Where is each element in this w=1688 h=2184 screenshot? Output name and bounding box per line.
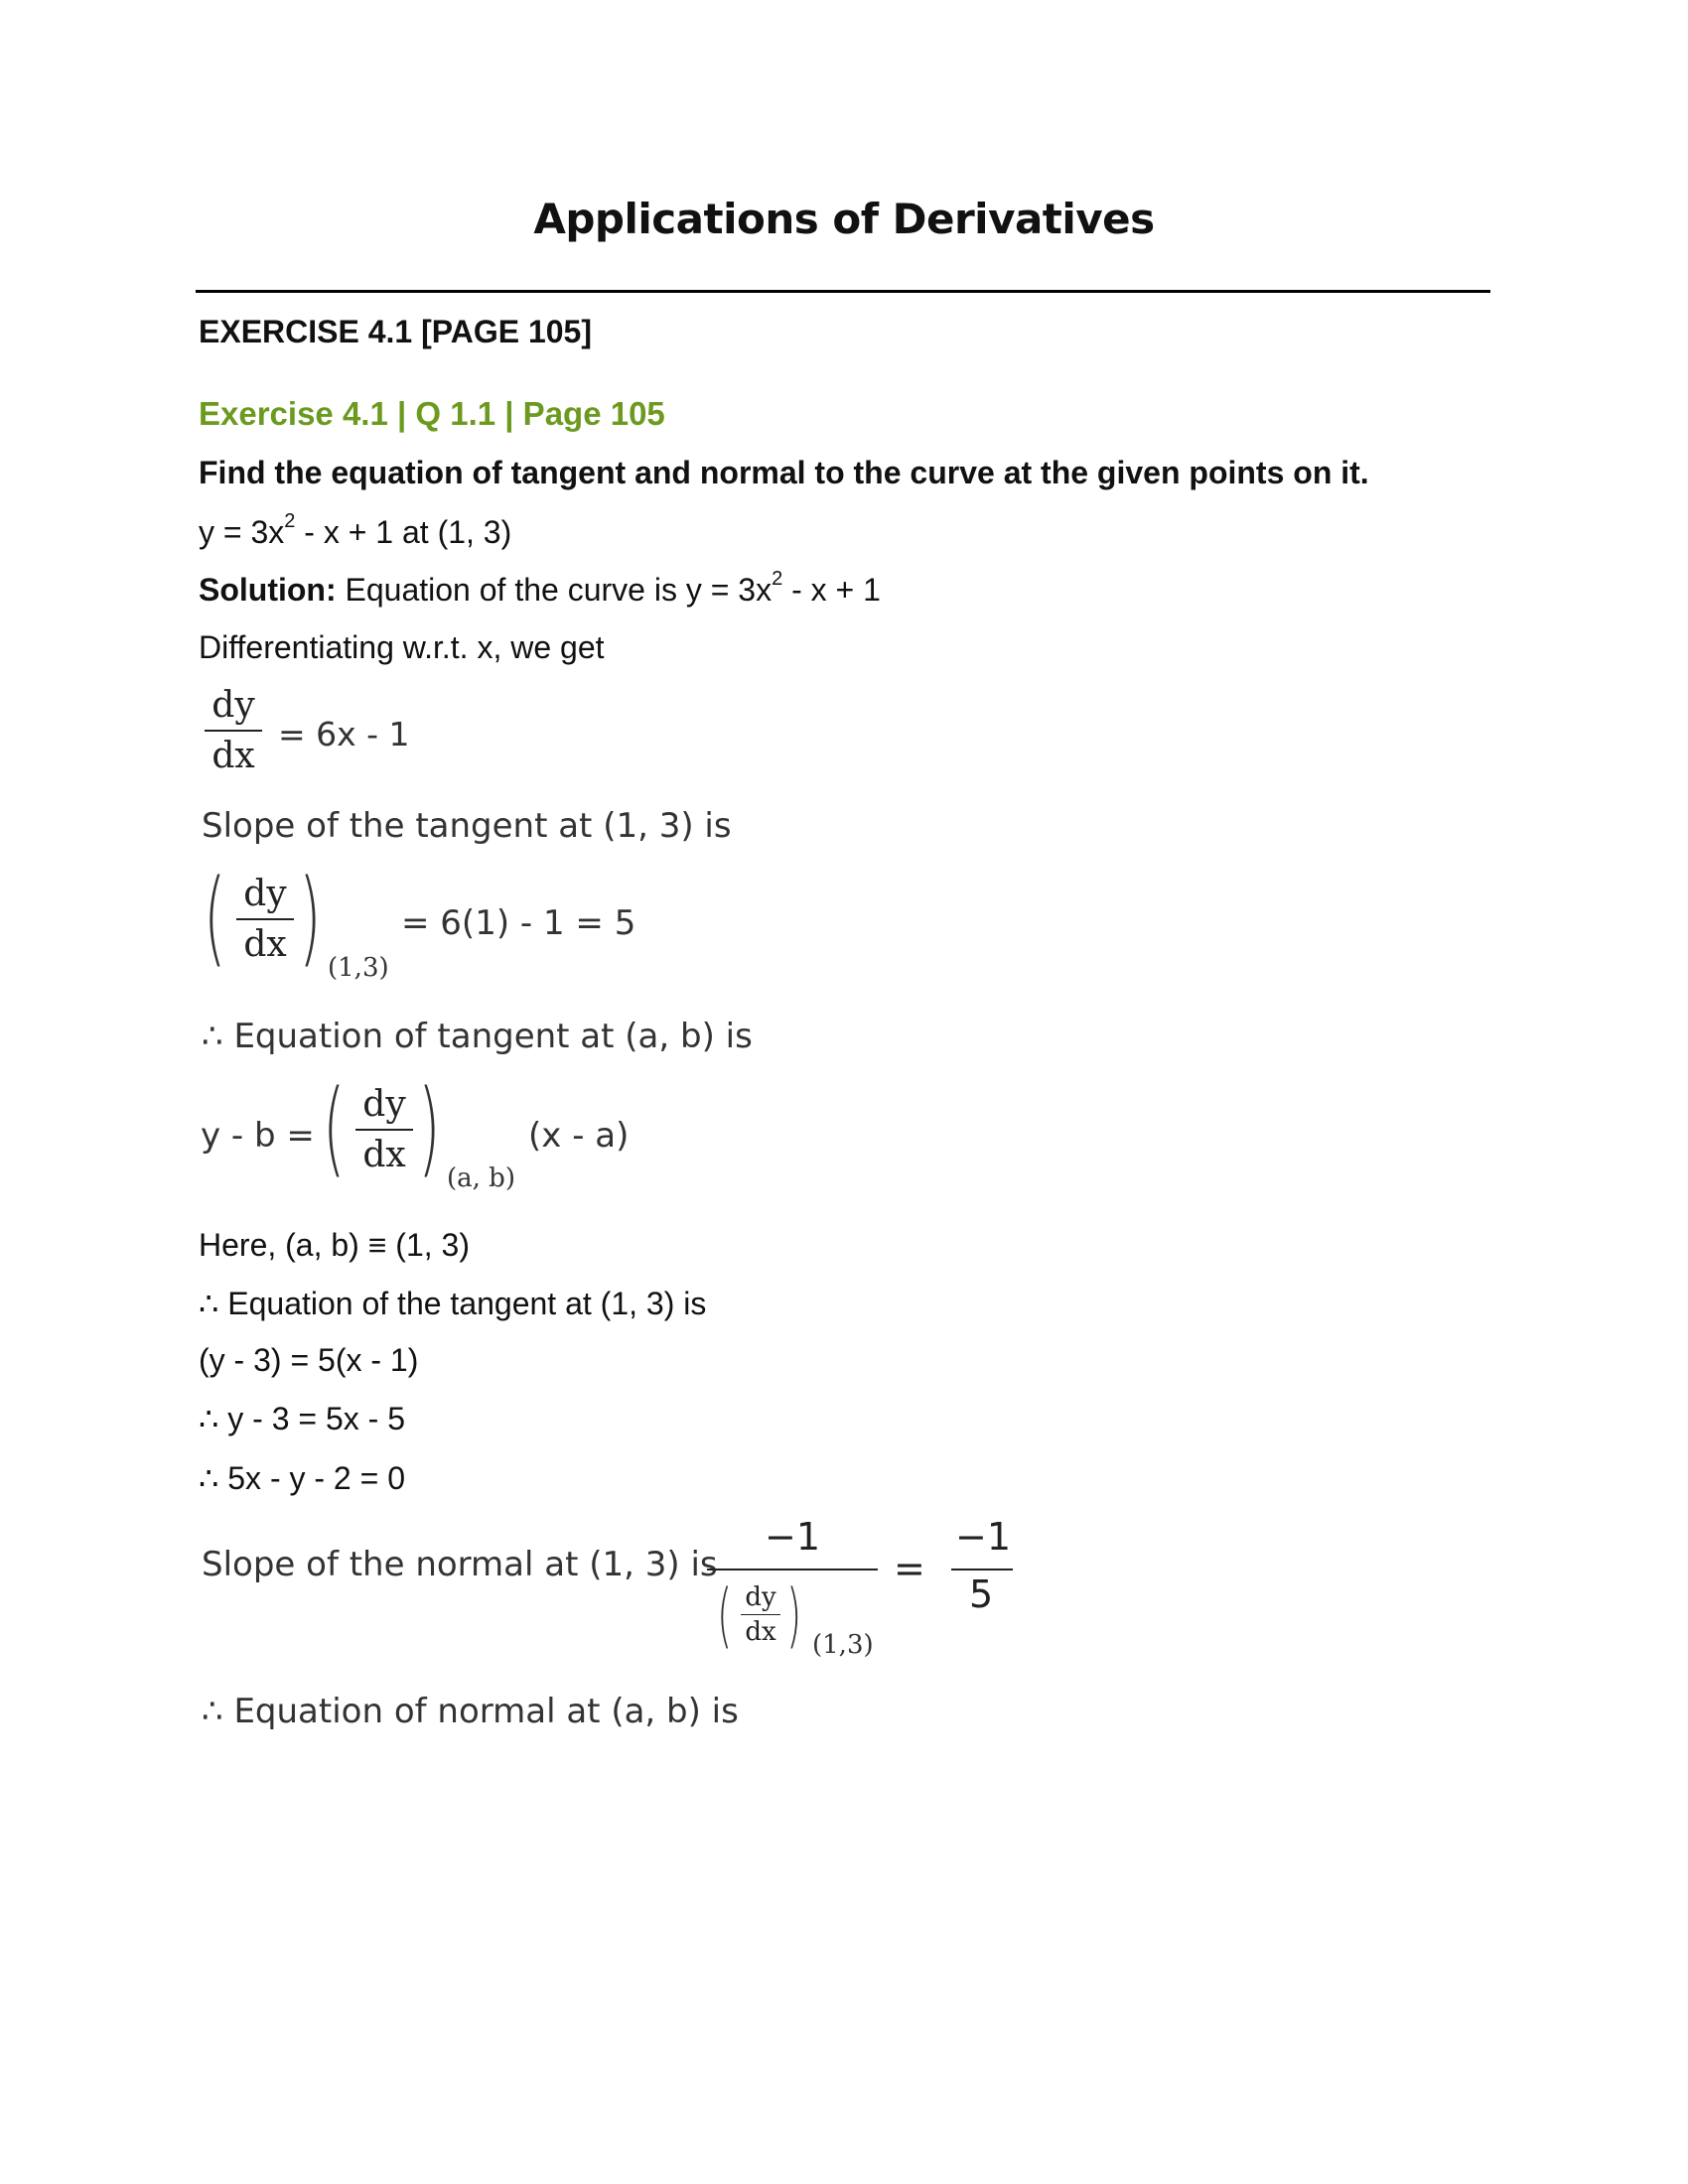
normal-equals: = bbox=[894, 1547, 925, 1590]
solution-exponent: 2 bbox=[772, 568, 783, 590]
derivative-denominator: dx bbox=[211, 736, 255, 776]
question-text: Find the equation of tangent and normal to the curve at the given points on it. bbox=[199, 455, 1369, 490]
solution-prefix: Equation of the curve is y = 3x bbox=[336, 572, 773, 608]
tangent-formula-lhs: y - b = bbox=[201, 1116, 315, 1156]
right-paren: ) bbox=[786, 1574, 802, 1656]
normal-result-bar bbox=[951, 1569, 1013, 1570]
left-paren: ( bbox=[323, 1067, 346, 1188]
slope-eval-rhs: = 6(1) - 1 = 5 bbox=[401, 903, 636, 943]
fraction-bar bbox=[741, 1614, 780, 1615]
slope-eval-fraction bbox=[236, 874, 294, 965]
tangent-formula-fraction bbox=[355, 1084, 413, 1175]
normal-inner-denominator: dx bbox=[745, 1617, 776, 1647]
tangent-formula-denominator: dx bbox=[362, 1135, 406, 1175]
title-divider bbox=[196, 290, 1490, 293]
page-title: Applications of Derivatives bbox=[533, 195, 1155, 243]
left-paren: ( bbox=[717, 1574, 733, 1656]
fraction-bar bbox=[236, 918, 294, 920]
normal-inner-numerator: dy bbox=[745, 1582, 776, 1612]
slope-normal-text: Slope of the normal at (1, 3) is bbox=[202, 1545, 718, 1584]
derivative-rhs: = 6x - 1 bbox=[278, 715, 410, 753]
eq-tangent-ab-text: ∴ Equation of tangent at (a, b) is bbox=[202, 1017, 753, 1056]
slope-eval-denominator: dx bbox=[243, 924, 287, 965]
given-prefix: y = 3x bbox=[199, 514, 285, 550]
right-paren: ) bbox=[418, 1067, 441, 1188]
slope-tangent-text: Slope of the tangent at (1, 3) is bbox=[202, 806, 732, 846]
normal-result-numerator: −1 bbox=[955, 1515, 1012, 1559]
left-paren: ( bbox=[204, 857, 226, 978]
derivative-fraction bbox=[205, 685, 262, 776]
exercise-heading: EXERCISE 4.1 [PAGE 105] bbox=[199, 314, 592, 349]
given-exponent: 2 bbox=[284, 510, 296, 532]
tangent-formula-subscript: (a, b) bbox=[447, 1163, 515, 1193]
slope-eval-numerator: dy bbox=[243, 874, 287, 914]
normal-numerator: −1 bbox=[765, 1515, 821, 1559]
fraction-bar bbox=[355, 1129, 413, 1131]
tangent-formula-rhs: (x - a) bbox=[528, 1116, 630, 1156]
derivative-numerator: dy bbox=[211, 685, 255, 726]
given-suffix: - x + 1 at (1, 3) bbox=[295, 514, 512, 550]
step-3: ∴ 5x - y - 2 = 0 bbox=[199, 1460, 405, 1496]
differentiating-line: Differentiating w.r.t. x, we get bbox=[199, 629, 605, 665]
step-2: ∴ y - 3 = 5x - 5 bbox=[199, 1401, 405, 1436]
normal-inner-fraction bbox=[741, 1582, 780, 1647]
normal-result-denominator: 5 bbox=[969, 1572, 994, 1616]
right-paren: ) bbox=[299, 857, 322, 978]
step-1: (y - 3) = 5(x - 1) bbox=[199, 1342, 419, 1378]
solution-label: Solution: bbox=[199, 572, 337, 608]
eq-tangent-13-line: ∴ Equation of the tangent at (1, 3) is bbox=[199, 1286, 707, 1321]
solution-suffix: - x + 1 bbox=[782, 572, 881, 608]
eq-normal-ab-text: ∴ Equation of normal at (a, b) is bbox=[202, 1692, 739, 1731]
fraction-bar bbox=[205, 730, 262, 732]
normal-subscript: (1,3) bbox=[812, 1630, 874, 1660]
here-line: Here, (a, b) ≡ (1, 3) bbox=[199, 1227, 470, 1263]
given-curve bbox=[199, 510, 512, 551]
slope-eval-subscript: (1,3) bbox=[328, 953, 389, 983]
tangent-formula-numerator: dy bbox=[362, 1084, 406, 1125]
normal-fraction-bar bbox=[707, 1569, 878, 1570]
question-tag: Exercise 4.1 | Q 1.1 | Page 105 bbox=[199, 395, 665, 432]
solution-line bbox=[199, 568, 881, 609]
